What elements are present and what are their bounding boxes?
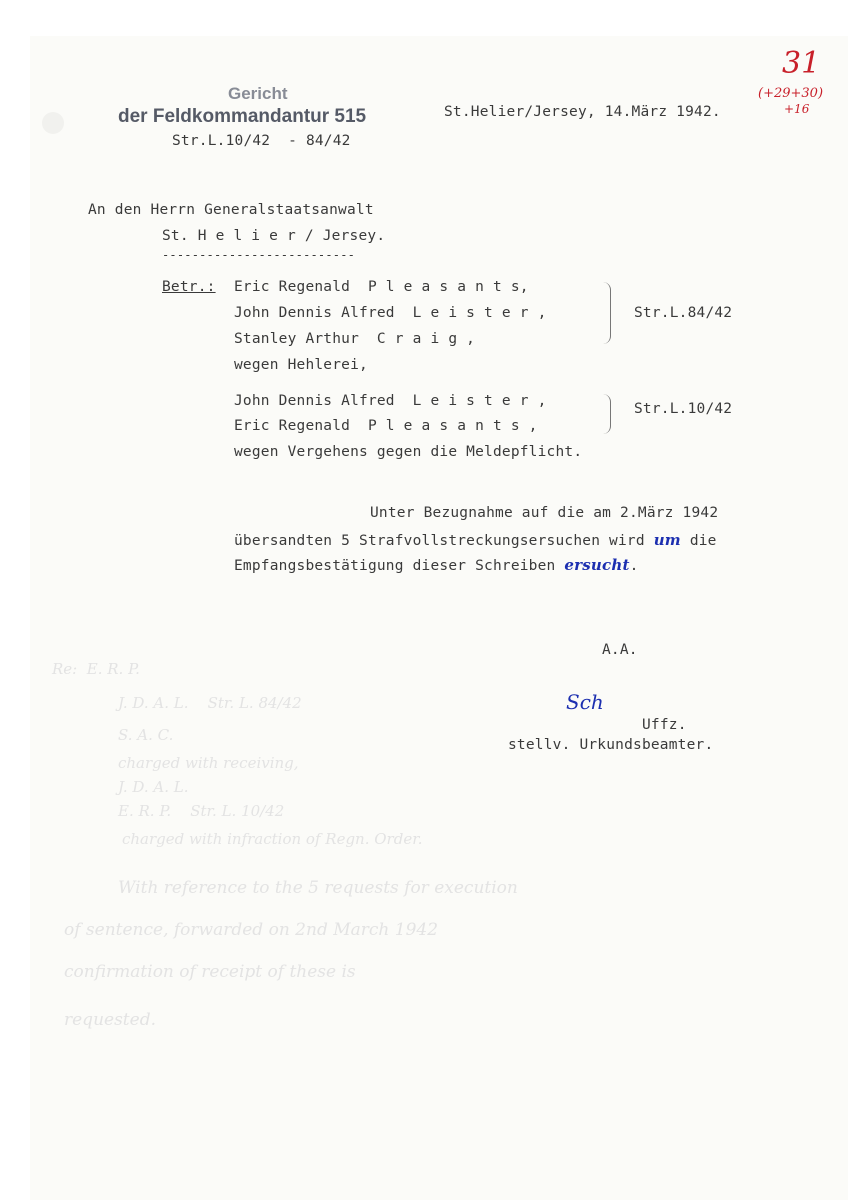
body-text: übersandten 5 Strafvollstreckungsersuchen wird [234,533,654,549]
recipient-place: St. H e l i e r / Jersey. [162,228,386,244]
body-line: Unter Bezugnahme auf die am 2.März 1942 [370,505,719,521]
bracket-group2 [600,394,611,434]
subject-label: Betr.: [162,279,216,295]
subject-reference: Str.L.84/42 [634,305,733,321]
stamp-court: Gericht [228,84,288,103]
body-text: Empfangsbestätigung dieser Schreiben [234,558,565,574]
subject-name: Eric Regenald P l e a s a n t s , [234,418,538,434]
subject-reference: Str.L.10/42 [634,401,733,417]
subject-offence: wegen Hehlerei, [234,357,368,373]
body-line [234,556,639,574]
signature-aa: A.A. [602,642,638,658]
page-number: 31 [782,46,821,81]
subject-offence: wegen Vergehens gegen die Meldepflicht. [234,444,583,460]
subject-name: John Dennis Alfred L e i s t e r , [234,393,547,409]
signature-title: stellv. Urkundsbeamter. [508,737,714,753]
stamp-office: der Feldkommandantur 515 [118,106,367,127]
place-and-date: St.Helier/Jersey, 14.März 1942. [444,104,721,120]
pencil-note: requested. [64,1010,156,1030]
handwritten-correction: ersucht [564,556,630,574]
punch-hole [42,112,64,134]
signature-mark: Sch [566,690,604,714]
scan-border-left [0,0,30,1200]
pencil-note: confirmation of receipt of these is [64,962,356,982]
pencil-note: J. D. A. L. Str. L. 84/42 [118,694,302,712]
pencil-note: With reference to the 5 requests for execution [118,878,518,898]
recipient-line: An den Herrn Generalstaatsanwalt [88,202,374,218]
file-references: Str.L.10/42 - 84/42 [172,133,351,149]
signature-rank: Uffz. [642,717,687,733]
page-note: (+29+30) [758,86,824,101]
pencil-note: of sentence, forwarded on 2nd March 1942 [64,920,439,940]
page-note-sub: +16 [784,102,810,116]
pencil-note: E. R. P. Str. L. 10/42 [118,802,285,820]
body-text: die [680,533,717,549]
pencil-note: charged with infraction of Regn. Order. [122,830,423,848]
handwritten-insert: um [653,531,681,549]
recipient-underline: -------------------------- [162,248,356,262]
bracket-group1 [600,282,611,344]
body-text: . [629,558,639,574]
pencil-note: charged with receiving, [118,754,299,772]
pencil-note: J. D. A. L. [118,778,189,796]
body-line [234,531,717,549]
scan-border-top [30,0,848,36]
subject-name: Stanley Arthur C r a i g , [234,331,476,347]
pencil-note: Re: E. R. P. [52,660,140,678]
subject-name: Eric Regenald P l e a s a n t s, [234,279,529,295]
subject-name: John Dennis Alfred L e i s t e r , [234,305,547,321]
pencil-note: S. A. C. [118,726,174,744]
